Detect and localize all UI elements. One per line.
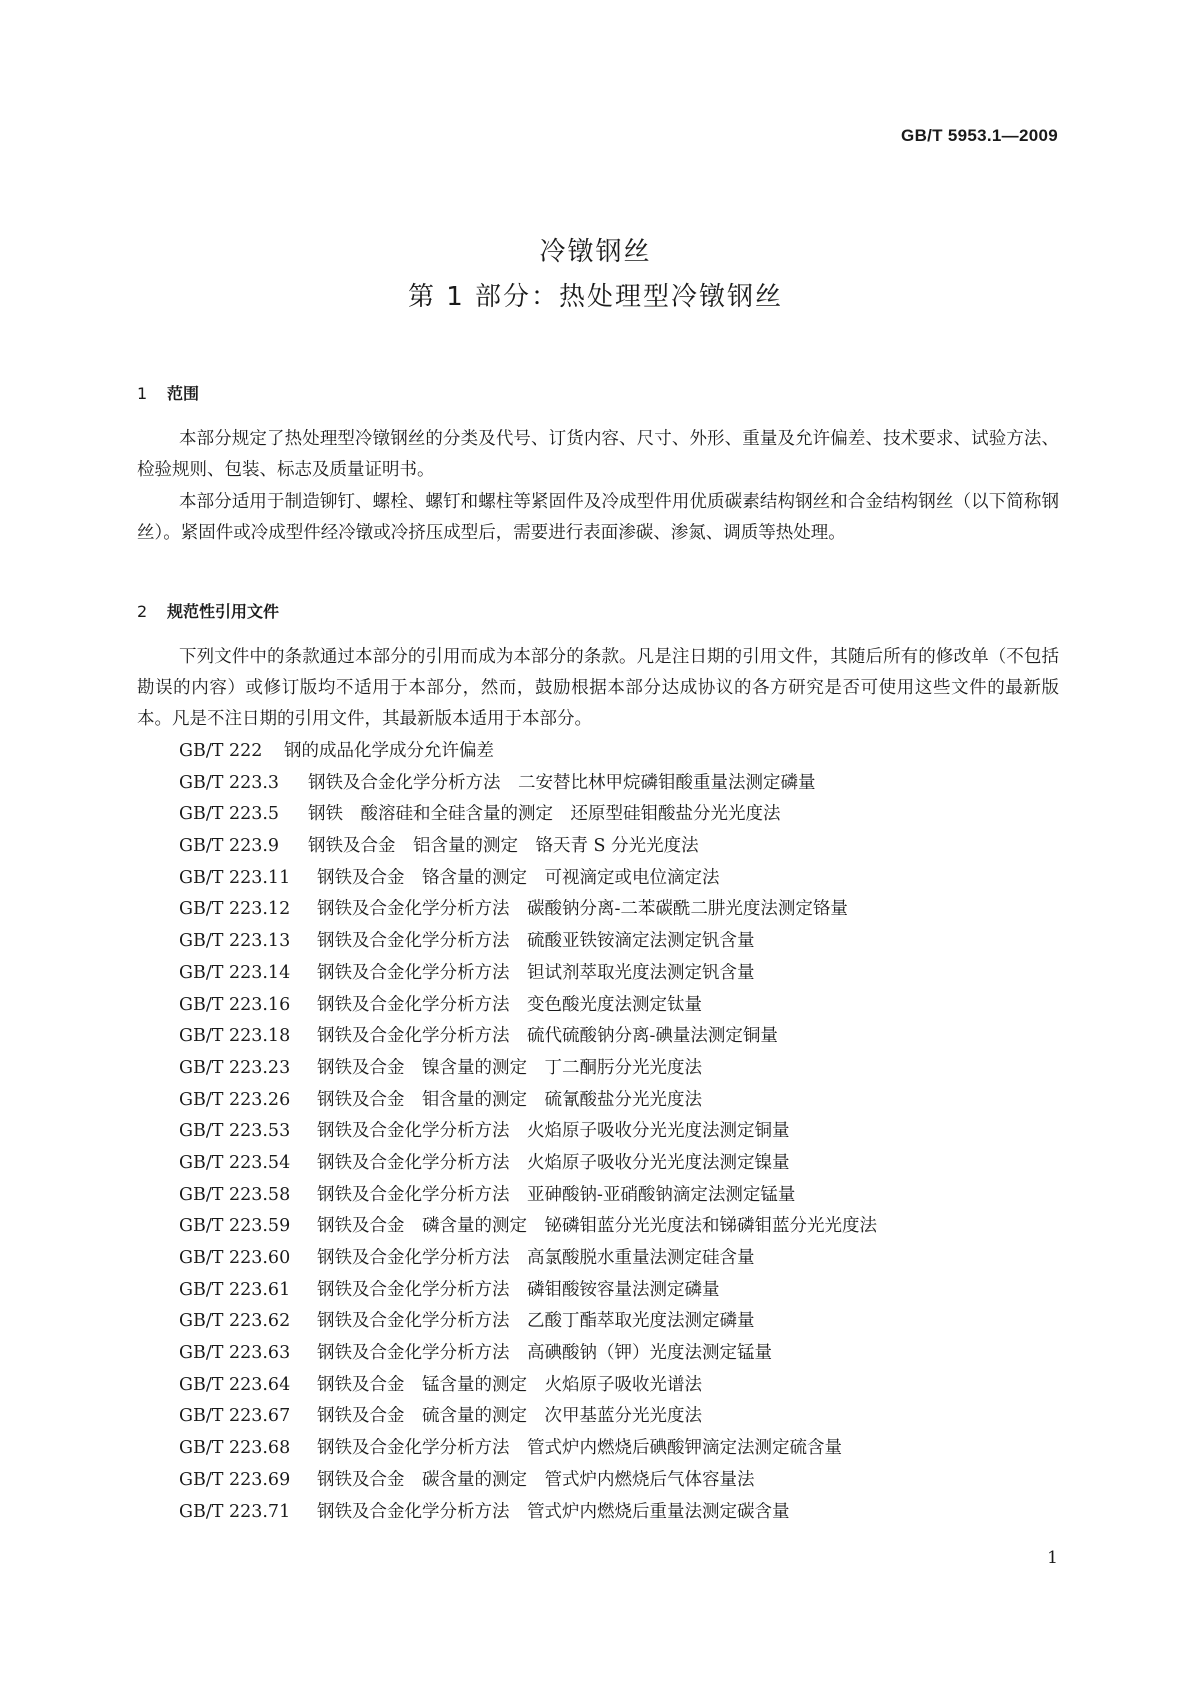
document-subtitle: 第 1 部分：热处理型冷镦钢丝 bbox=[407, 282, 784, 312]
reference-title: 钢铁及合金 镍含量的测定 丁二酮肟分光光度法 bbox=[317, 1057, 702, 1078]
reference-code: GB/T 223.3 bbox=[179, 772, 280, 793]
reference-title: 钢铁及合金化学分析方法 火焰原子吸收分光光度法测定铜量 bbox=[317, 1121, 790, 1142]
section-number: 2 bbox=[137, 602, 148, 621]
reference-title: 钢铁及合金化学分析方法 乙酸丁酯萃取光度法测定磷量 bbox=[317, 1311, 755, 1332]
reference-title: 钢铁及合金化学分析方法 火焰原子吸收分光光度法测定镍量 bbox=[317, 1152, 790, 1173]
reference-title: 钢铁及合金 钼含量的测定 硫氰酸盐分光光度法 bbox=[317, 1089, 702, 1110]
reference-title: 钢铁及合金化学分析方法 二安替比林甲烷磷钼酸重量法测定磷量 bbox=[308, 772, 816, 793]
section-title: 规范性引用文件 bbox=[167, 602, 280, 621]
scope-paragraph: 本部分规定了热处理型冷镦钢丝的分类及代号、订货内容、尺寸、外形、重量及允许偏差、技术要求、试验方法、检验规则、包装、标志及质量证明书。 bbox=[137, 429, 1059, 480]
reference-code: GB/T 223.18 bbox=[179, 1026, 291, 1047]
standard-number: GB/T 5953.1—2009 bbox=[901, 126, 1058, 145]
reference-item bbox=[179, 1116, 877, 1148]
reference-code: GB/T 223.67 bbox=[179, 1406, 291, 1427]
reference-code: GB/T 223.14 bbox=[179, 962, 291, 983]
reference-item bbox=[179, 736, 877, 768]
section-title: 范围 bbox=[167, 384, 200, 403]
reference-code: GB/T 223.13 bbox=[179, 931, 291, 952]
reference-title: 钢铁及合金 磷含量的测定 铋磷钼蓝分光光度法和锑磷钼蓝分光光度法 bbox=[317, 1216, 877, 1237]
reference-code: GB/T 223.64 bbox=[179, 1374, 291, 1395]
reference-code: GB/T 223.53 bbox=[179, 1121, 291, 1142]
reference-item bbox=[179, 1243, 877, 1275]
reference-title: 钢铁及合金化学分析方法 高氯酸脱水重量法测定硅含量 bbox=[317, 1248, 755, 1268]
reference-item bbox=[179, 1497, 877, 1529]
reference-code: GB/T 223.5 bbox=[179, 804, 280, 825]
reference-item bbox=[179, 990, 877, 1022]
reference-code: GB/T 223.54 bbox=[179, 1152, 291, 1173]
reference-title: 钢的成品化学成分允许偏差 bbox=[284, 741, 494, 761]
reference-item bbox=[179, 1148, 877, 1180]
reference-code: GB/T 223.63 bbox=[179, 1343, 291, 1364]
reference-title: 钢铁及合金 铝含量的测定 铬天青 S 分光光度法 bbox=[308, 836, 699, 857]
reference-item bbox=[179, 1370, 877, 1402]
reference-item bbox=[179, 1180, 877, 1212]
section-heading-normative-references bbox=[137, 599, 279, 622]
reference-item bbox=[179, 1465, 877, 1497]
reference-title: 钢铁及合金 碳含量的测定 管式炉内燃烧后气体容量法 bbox=[317, 1469, 755, 1490]
reference-item bbox=[179, 1211, 877, 1243]
reference-title: 钢铁及合金化学分析方法 钽试剂萃取光度法测定钒含量 bbox=[317, 962, 755, 983]
reference-title: 钢铁及合金化学分析方法 碳酸钠分离-二苯碳酰二肼光度法测定铬量 bbox=[317, 899, 848, 920]
reference-code: GB/T 223.60 bbox=[179, 1248, 291, 1268]
section-heading-scope bbox=[137, 381, 199, 404]
reference-code: GB/T 223.16 bbox=[179, 994, 291, 1015]
reference-item bbox=[179, 958, 877, 990]
reference-title: 钢铁及合金化学分析方法 高碘酸钠（钾）光度法测定锰量 bbox=[317, 1343, 772, 1364]
reference-title: 钢铁及合金 铬含量的测定 可视滴定或电位滴定法 bbox=[317, 867, 720, 888]
reference-code: GB/T 223.68 bbox=[179, 1438, 291, 1459]
reference-item bbox=[179, 1053, 877, 1085]
reference-item bbox=[179, 926, 877, 958]
reference-title: 钢铁及合金化学分析方法 变色酸光度法测定钛量 bbox=[317, 994, 702, 1015]
reference-title: 钢铁及合金化学分析方法 管式炉内燃烧后重量法测定碳含量 bbox=[317, 1501, 790, 1522]
reference-title: 钢铁及合金化学分析方法 管式炉内燃烧后碘酸钾滴定法测定硫含量 bbox=[317, 1438, 842, 1459]
reference-title: 钢铁及合金 锰含量的测定 火焰原子吸收光谱法 bbox=[317, 1374, 702, 1395]
reference-code: GB/T 223.11 bbox=[179, 867, 291, 888]
reference-code: GB/T 223.71 bbox=[179, 1501, 291, 1522]
reference-title: 钢铁及合金化学分析方法 硫酸亚铁铵滴定法测定钒含量 bbox=[317, 931, 755, 952]
reference-item bbox=[179, 1085, 877, 1117]
reference-title: 钢铁及合金化学分析方法 磷钼酸铵容量法测定磷量 bbox=[317, 1279, 720, 1300]
reference-item bbox=[179, 1401, 877, 1433]
page-number: 1 bbox=[1047, 1548, 1058, 1568]
reference-code: GB/T 222 bbox=[179, 741, 263, 761]
reference-title: 钢铁及合金化学分析方法 硫代硫酸钠分离-碘量法测定铜量 bbox=[317, 1026, 778, 1047]
reference-code: GB/T 223.62 bbox=[179, 1311, 291, 1332]
reference-item bbox=[179, 1306, 877, 1338]
reference-item bbox=[179, 768, 877, 800]
reference-code: GB/T 223.61 bbox=[179, 1279, 291, 1300]
reference-title: 钢铁及合金 硫含量的测定 次甲基蓝分光光度法 bbox=[317, 1406, 702, 1427]
reference-item bbox=[179, 1021, 877, 1053]
reference-code: GB/T 223.9 bbox=[179, 836, 280, 857]
reference-title: 钢铁 酸溶硅和全硅含量的测定 还原型硅钼酸盐分光光度法 bbox=[308, 804, 781, 825]
reference-item bbox=[179, 831, 877, 863]
reference-item bbox=[179, 799, 877, 831]
reference-code: GB/T 223.12 bbox=[179, 899, 291, 920]
reference-code: GB/T 223.69 bbox=[179, 1469, 291, 1490]
section-number: 1 bbox=[137, 384, 148, 403]
reference-code: GB/T 223.23 bbox=[179, 1057, 291, 1078]
reference-item bbox=[179, 863, 877, 895]
reference-code: GB/T 223.59 bbox=[179, 1216, 291, 1237]
reference-code: GB/T 223.58 bbox=[179, 1184, 291, 1205]
scope-paragraph: 本部分适用于制造铆钉、螺栓、螺钉和螺柱等紧固件及冷成型件用优质碳素结构钢丝和合金结构钢丝（以下简称钢丝）。紧固件或冷成型件经冷镦或冷挤压成型后，需要进行表面渗碳、渗氮、调质等热处理。 bbox=[137, 492, 1059, 543]
reference-item bbox=[179, 1275, 877, 1307]
reference-item bbox=[179, 894, 877, 926]
reference-code: GB/T 223.26 bbox=[179, 1089, 291, 1110]
document-title: 冷镦钢丝 bbox=[539, 237, 652, 267]
reference-item bbox=[179, 1433, 877, 1465]
reference-list bbox=[179, 736, 877, 1528]
references-intro: 下列文件中的条款通过本部分的引用而成为本部分的条款。凡是注日期的引用文件，其随后所有的修改单（不包括勘误的内容）或修订版均不适用于本部分，然而，鼓励根据本部分达成协议的各方研究是否可使用这些文件的最新版本。凡是不注日期的引用文件，其最新版本适用于本部分。 bbox=[137, 647, 1059, 729]
reference-item bbox=[179, 1338, 877, 1370]
reference-title: 钢铁及合金化学分析方法 亚砷酸钠-亚硝酸钠滴定法测定锰量 bbox=[317, 1184, 796, 1205]
